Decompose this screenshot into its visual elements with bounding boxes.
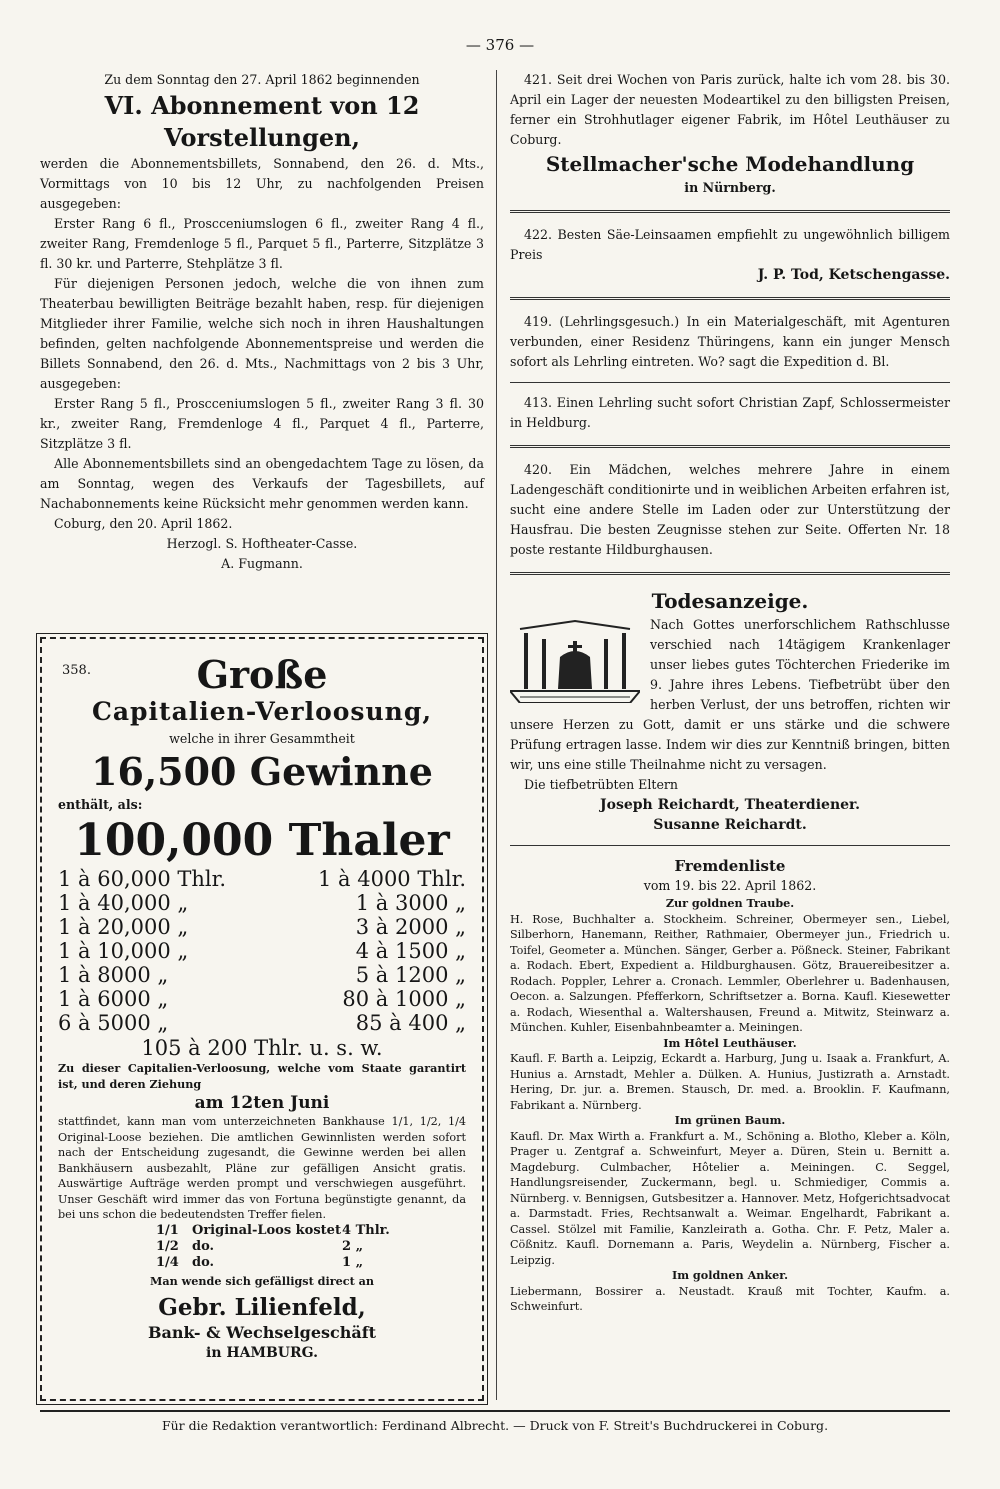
divider — [510, 210, 950, 213]
ad-420: 420. Ein Mädchen, welches mehrere Jahre in einem Ladengeschäft conditionirte und in weiblichen Arbeiten erfahren ist, sucht eine andere Stelle im Laden oder zur Unterstützung der Hausfrau. Die besten Zeugnisse stehen zur Seite. Offerten Nr. 18 poste restante Hildburghausen. — [510, 462, 950, 557]
order-label: do. — [192, 1238, 215, 1254]
ad-413: 413. Einen Lehrling sucht sofort Christian Zapf, Schlossermeister in Heldburg. — [510, 395, 950, 430]
prize-left: 1 à 20,000 „ — [58, 915, 189, 939]
hotel-guests: Kaufl. F. Barth a. Leipzig, Eckardt a. Harburg, Jung u. Isaak a. Frankfurt, A. Hunius a. Arnstadt, Mehler a. Dülken. A. Hunius, Justizrath a. Arnstadt. Hering, Dr. jur. a. Bremen. Stausch, Dr. med. a. Brooklin. F. Kaufmann, Fabrikant a. Nürnberg. — [510, 1052, 950, 1112]
abonnement-intro: Zu dem Sonntag den 27. April 1862 beginnenden — [104, 72, 420, 87]
prize-right: 5 à 1200 „ — [355, 963, 466, 987]
ad-419: 419. (Lehrlingsgesuch.) In ein Materialgeschäft, mit Agenturen verbunden, einer Residenz Thüringens, kann ein junger Mensch sofort als Lehrling eintreten. Wo? sagt die Expedition d. Bl. — [510, 314, 950, 369]
prize-left: 1 à 60,000 Thlr. — [58, 867, 227, 891]
divider — [510, 382, 950, 383]
prize-row — [58, 939, 466, 963]
death-notice-parents: Die tiefbetrübten Eltern — [524, 777, 679, 792]
divider — [510, 572, 950, 575]
ad-firm-type: Bank- & Wechselgeschäft — [147, 1323, 377, 1342]
divider — [510, 845, 950, 846]
prize-table — [58, 867, 466, 1035]
hotel-guests: H. Rose, Buchhalter a. Stockheim. Schreiner, Obermeyer sen., Liebel, Silberhorn, Hanemann, Reither, Rathmaier, Obermeyer jun., Friedrich u. Toifel, Geometer a. München. Sänger, Gerber a. Pößneck. Steiner, Fabrikant a. Rodach. Ebert, Expedient a. Hildburghausen. Götz, Brauereibesitzer a. Rodach. Poppler, Lehrer a. Cronach. Lemmler, Oberlehrer u. Badenhausen, Oecon. a. Salzungen. Pfefferkorn, Schriftsetzer a. Borna. Kaufl. Kiesewetter a. Rodach, Wiesenthal a. Waltershausen, Freund a. Mitwitz, Steinwarz a. München. Kuhler, Eisenbahnbeamter a. Meiningen. — [510, 912, 950, 1034]
divider — [510, 445, 950, 448]
ad-contact: Man wende sich gefälligst direct an — [149, 1273, 375, 1288]
order-row — [58, 1223, 466, 1239]
death-notice-text: Nach Gottes unerforschlichem Rathschlusse verschied nach 14tägigem Krankenlager unser liebes gutes Töchterchen Friederike im 9. Jahre ihres Lebens. Tiefbetrübt über den herben Verlust, der uns betroffen, richten wir unsere Herzen zu Gott, damit er uns stärke und die schwere Prüfung ertragen lasse. Indem wir dies zur Kenntniß bringen, bitten wir, uns eine stille Theilnahme nicht zu versagen. — [510, 617, 950, 772]
prize-right: 80 à 1000 „ — [342, 987, 466, 1011]
ad-line-2: enthält, als: — [58, 797, 143, 812]
prize-right: 1 à 3000 „ — [355, 891, 466, 915]
mourning-illustration-icon — [510, 619, 640, 703]
abonnement-title: VI. Abonnement von 12 Vorstellungen, — [104, 91, 420, 152]
prize-left: 1 à 10,000 „ — [58, 939, 189, 963]
abonnement-paragraph-3: Für diejenigen Personen jedoch, welche die von ihnen zum Theaterbau bewilligten Beiträge bezahlt haben, resp. für diejenigen Mitglieder ihrer Familie, welche sich noch in ihren Haushaltungen befinden, gelten nachfolgende Abonnementspreise und werden die Billets Sonnabend, den 26. d. Mts., Nachmittags von 2 bis 3 Uhr, ausgegeben: — [40, 276, 484, 391]
hotel-guests: Liebermann, Bossirer a. Neustadt. Krauß mit Tochter, Kaufm. a. Schweinfurt. — [510, 1284, 950, 1313]
prize-row — [58, 915, 466, 939]
order-row — [58, 1239, 466, 1255]
abonnement-paragraph-1: werden die Abonnementsbillets, Sonnabend, den 26. d. Mts., Vormittags von 10 bis 12 Uhr, zu nachfolgenden Preisen ausgegeben: — [40, 156, 484, 211]
ad-line-1: welche in ihrer Gesammtheit — [169, 731, 355, 746]
guest-list-dates: vom 19. bis 22. April 1862. — [643, 878, 817, 893]
ad-422-signature: J. P. Tod, Ketschengasse. — [757, 267, 950, 283]
prize-row — [58, 963, 466, 987]
guest-list-title: Fremdenliste — [674, 857, 786, 875]
death-notice-title: Todesanzeige. — [651, 589, 809, 613]
abonnement-date: Coburg, den 20. April 1862. — [54, 516, 233, 531]
abonnement-signature-name: A. Fugmann. — [221, 556, 303, 571]
order-price: 2 „ — [342, 1238, 364, 1254]
right-column — [510, 70, 950, 1315]
ad-firm: Gebr. Lilienfeld, — [158, 1294, 366, 1321]
order-fraction: 1/1 — [156, 1222, 179, 1238]
hotel-heading: Im Hôtel Leuthäuser. — [663, 1035, 797, 1050]
order-row — [58, 1255, 466, 1271]
prize-right: 3 à 2000 „ — [355, 915, 466, 939]
imprint-footer: Für die Redaktion verantwortlich: Ferdinand Albrecht. — Druck von F. Streit's Buchdruckerei in Coburg. — [40, 1410, 950, 1433]
prize-right: 1 à 4000 Thlr. — [317, 867, 466, 891]
prize-row — [58, 891, 466, 915]
death-notice — [510, 615, 950, 775]
hotel-heading: Im goldnen Anker. — [671, 1268, 789, 1282]
prize-left: 1 à 6000 „ — [58, 987, 169, 1011]
page-number: — 376 — — [465, 36, 535, 54]
ad-421-city: in Nürnberg. — [684, 180, 776, 195]
abonnement-paragraph-2: Erster Rang 6 fl., Proscceniumslogen 6 fl., zweiter Rang 4 fl., zweiter Rang, Fremdenloge 5 fl., Parquet 5 fl., Parterre, Sitzplätze 3 fl. 30 kr. und Parterre, Stehplätze 3 fl. — [40, 216, 484, 271]
prize-right: 4 à 1500 „ — [355, 939, 466, 963]
order-price: 1 „ — [342, 1254, 364, 1270]
abonnement-signature-office: Herzogl. S. Hoftheater-Casse. — [166, 536, 358, 551]
hotel-heading: Im grünen Baum. — [674, 1113, 786, 1127]
ad-firm-city: in HAMBURG. — [206, 1345, 318, 1361]
hotel-heading: Zur goldnen Traube. — [665, 896, 795, 910]
death-notice-father: Joseph Reichardt, Theaterdiener. — [600, 797, 860, 813]
order-price: 4 Thlr. — [342, 1222, 390, 1238]
prize-left: 1 à 40,000 „ — [58, 891, 189, 915]
prize-left: 1 à 8000 „ — [58, 963, 169, 987]
prize-right: 85 à 400 „ — [355, 1011, 466, 1035]
order-label: Original-Loos kostet — [192, 1222, 341, 1238]
prize-last-row: 105 à 200 Thlr. u. s. w. — [141, 1036, 383, 1060]
ad-prizes-total: 16,500 Gewinne — [91, 749, 433, 794]
ad-subtitle: Capitalien-Verloosung, — [91, 697, 433, 726]
order-fraction: 1/2 — [156, 1238, 179, 1254]
divider — [510, 297, 950, 300]
hotel-guests: Kaufl. Dr. Max Wirth a. Frankfurt a. M., Schöning a. Blotho, Kleber a. Köln, Prager u. Zentgraf a. Schweinfurt, Meyer a. Düren, Stein u. Bernitt a. Magdeburg. Culmbacher, Hôtelier a. Meiningen. C. Seggel, Handlungsreisender, Zuckermann, begl. u. Schmiediger, Commis a. Nürnberg. v. Bennigsen, Gutsbesitzer a. Hannover. Metz, Hofgerichtsadvocat a. Darmstadt. Fries, Rechtsanwalt a. Weimar. Engelhardt, Fabrikant a. Cassel. Stölzel mit Familie, Kanzleirath a. Gotha. Chr. F. Petz, Maler a. Cößnitz. Kaufl. Dornemann a. Paris, Weydelin a. Nürnberg, Fischer a. Leipzig. — [510, 1129, 950, 1267]
ad-421: 421. Seit drei Wochen von Paris zurück, halte ich vom 28. bis 30. April ein Lager der neuesten Modeartikel zu den billigsten Preisen, ferner ein Strohhutlager eigener Fabrik, im Hôtel Leuthäuser zu Coburg. — [510, 72, 950, 147]
prize-left: 6 à 5000 „ — [58, 1011, 169, 1035]
ad-top-prize: 100,000 Thaler — [74, 815, 450, 866]
abonnement-paragraph-4: Erster Rang 5 fl., Proscceniumslogen 5 fl., zweiter Rang 3 fl. 30 kr., zweiter Rang, Fremdenloge 4 fl., Parquet 4 fl., Parterre, Sitzplätze 3 fl. — [40, 396, 484, 451]
left-column — [40, 70, 484, 574]
ad-number: 358. — [62, 663, 91, 678]
prize-row — [58, 987, 466, 1011]
ad-text-2: stattfindet, kann man vom unterzeichneten Bankhause 1/1, 1/2, 1/4 Original-Loose beziehen. Die amtlichen Gewinnlisten werden sofort nach der Entscheidung zugesandt, die Gewinne werden bei allen Bankhäusern ausbezahlt, Pläne zur gefälligen Ansicht gratis. Auswärtige Aufträge werden prompt und verschwiegen ausgeführt. Unser Geschäft wird immer das von Fortuna begünstigte genannt, da bei uns schon die bedeutendsten Treffer fielen. — [58, 1115, 466, 1221]
prize-row — [58, 867, 466, 891]
order-label: do. — [192, 1254, 215, 1270]
abonnement-paragraph-5: Alle Abonnementsbillets sind an obengedachtem Tage zu lösen, da am Sonntag, wegen des Verkaufs der Tagesbillets, auf Nachabonnements keine Rücksicht mehr genommen werden kann. — [40, 456, 484, 511]
column-divider — [496, 70, 497, 1400]
ad-title: Große — [196, 652, 328, 697]
lottery-advertisement — [40, 637, 484, 1401]
ad-421-firm: Stellmacher'sche Modehandlung — [545, 152, 915, 176]
ad-text-1: Zu dieser Capitalien-Verloosung, welche vom Staate garantirt ist, und deren Ziehung — [58, 1061, 466, 1091]
order-fraction: 1/4 — [156, 1254, 179, 1270]
prize-row — [58, 1011, 466, 1035]
ad-draw-date: am 12ten Juni — [194, 1093, 330, 1113]
death-notice-mother: Susanne Reichardt. — [653, 817, 807, 833]
ad-422: 422. Besten Säe-Leinsaamen empfiehlt zu ungewöhnlich billigem Preis — [510, 227, 950, 262]
